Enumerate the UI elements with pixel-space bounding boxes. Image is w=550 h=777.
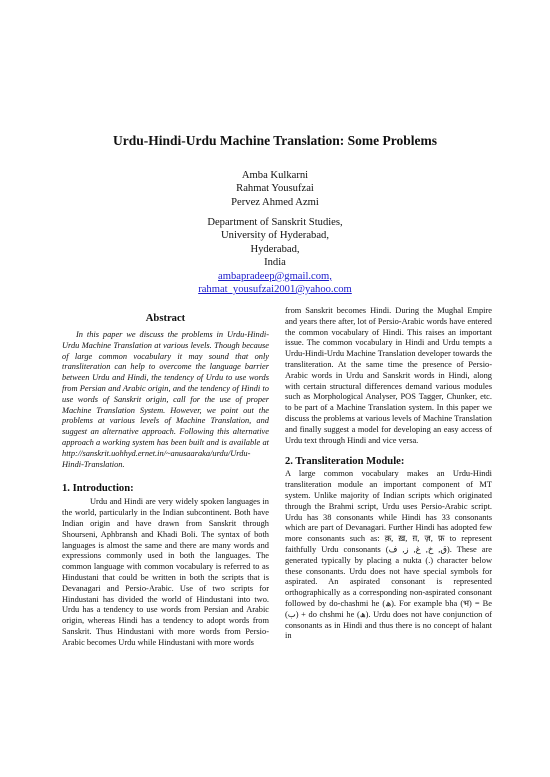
affiliation-country: India — [264, 257, 286, 269]
right-column — [285, 306, 492, 642]
email-link[interactable]: rahmat_yousufzai2001@yahoo.com — [198, 284, 352, 296]
affiliation — [0, 216, 550, 296]
intro-continued-text: from Sanskrit becomes Hindi. During the Mughal Empire and years there after, lot of Persio-Arabic words have entered the common vocabulary of Hindi. This raises an important issue. The common vocabulary in Hindi and Urdu tempts a Urdu-Hindi-Urdu Machine Translation developer towards the transliteration. At the same time the presence of Persio-Arabic words in Urdu and Sanskrit words in Hindi, along with certain structural differences demand various modules such as Morphological Analyser, POS Tagger, Chunker, etc. to be part of a Machine Translation system. In this paper we discuss the problems at various levels of Machine Translation and finally suggest a model for developing an easy access of Urdu text through Hindi and vice versa. — [285, 306, 492, 445]
author-name: Rahmat Yousufzai — [236, 183, 314, 195]
paper-title: Urdu-Hindi-Urdu Machine Translation: Some Problems — [112, 133, 438, 148]
affiliation-dept: Department of Sanskrit Studies, — [207, 217, 343, 228]
intro-text: Urdu and Hindi are very widely spoken languages in the world, particularly in the Indian subcontinent. Both have Indian origin and have drawn from Sanskrit through Shourseni, Aphbransh and Khadi Boli. The syntax of both languages is almost the same and there are many words and expressions commonly used in both the languages. The common language with common vocabulary is referred to as Hindustani that could be written in both the scripts that is Devanagari and Persio-Arabic. Use of two scripts for Hindustani has divided the world of Hindustani into two. Urdu has a tendency to use words from Persian and Arabic origin, whereas Hindi has a tendency to adopt words from Sanskrit. Thus Hindustani with more words from Persio-Arabic becomes Urdu while Hindustani with more words — [62, 497, 269, 647]
affiliation-university: University of Hyderabad, — [221, 230, 329, 242]
transliteration-text: A large common vocabulary makes an Urdu-Hindi transliteration module an important component of MT system. Unlike majority of Indian scripts which originated through the Brahmi script, Urdu uses Persio-Arabic script. Urdu has 38 consonants while Hindi has 33 consonants which are part of Devanagari. Further Hindi has adopted few more consonants such as: क़, ख़, ग़, ज़, फ़ to represent faithfully Urdu consonants (ق, خ, غ, ز, ف). These are generated typically by placing a nukta (.) character below these consonants. Urdu does not have special symbols for aspirated. An aspirated consonant is represented orthographically as a corresponding non-aspirated consonant followed by do-chashmi he (ھ). For example bha (भ) = Be (ب) + do chshmi he (ھ). Urdu does not have conjunction of consonants as in Hindi and thus there is no concept of halant in — [285, 469, 493, 641]
abstract-text: In this paper we discuss the problems in Urdu-Hindi-Urdu Machine Translation at various levels. Though because of large common vocabulary it may sound that only transliteration can help to overcome the language barrier between Urdu and Hindi, the tendency of Urdu to use words from Persian and Arabic origin, and the tendency of Hindi to use words of Sanskrit origin, call for the use of proper Machine Translation System. However, we point out the problems at various levels of Machine Translation, and suggest an alternative approach. Following this alternative approach a working system has been built and is available at http://sanskrit.uohhyd.ernet.in/~anusaaraka/urdu/Urdu-Hindi-Translation. — [62, 330, 269, 469]
transliteration-heading: 2. Transliteration Module: — [285, 456, 405, 468]
affiliation-city: Hyderabad, — [250, 243, 300, 255]
left-column — [62, 306, 269, 649]
abstract-heading: Abstract — [145, 313, 186, 324]
author-name: Pervez Ahmed Azmi — [231, 196, 319, 208]
intro-heading: 1. Introduction: — [62, 483, 134, 495]
email-link[interactable]: ambapradeep@gmail.com, — [218, 270, 332, 282]
author-name: Amba Kulkarni — [241, 170, 309, 181]
author-list — [0, 169, 550, 209]
